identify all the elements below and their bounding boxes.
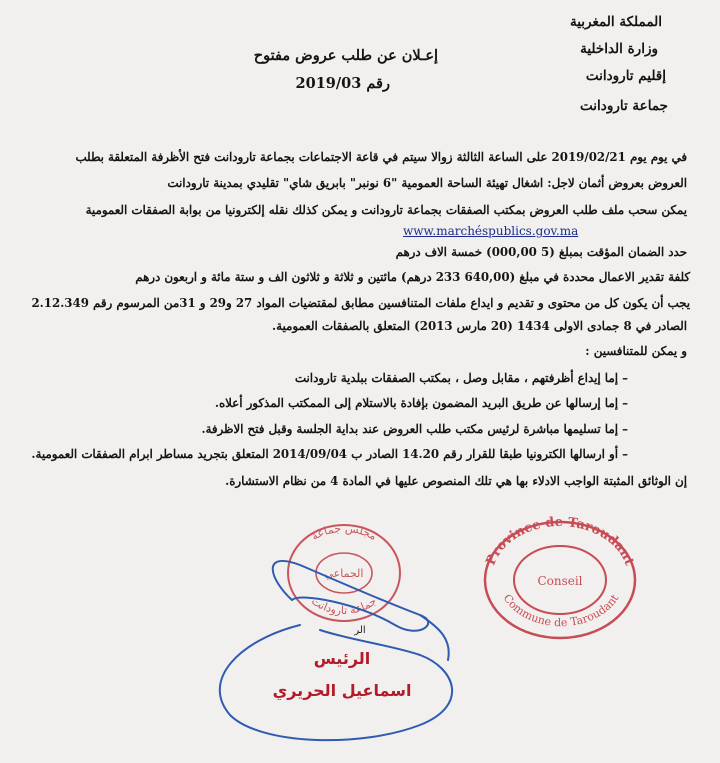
signature-tail: [420, 615, 449, 660]
paragraph-3-line-1: يجب أن يكون كل من محتوى و تقديم و ايداع ملفات المتنافسين مطابق لمقتضيات المواد 27 و29 و 31من المرسوم رقم 2.12.349: [31, 296, 690, 310]
right-stamp-top-text: Province de Taroudant: [483, 514, 637, 568]
left-stamp-top-text: مجلس جماعة: [309, 521, 379, 543]
paragraph-1-line-1: في يوم يوم 2019/02/21 على الساعة الثالثة زوالا سيتم في قاعة الاجتماعات بجماعة تارودانت فتح الأظرفة المتعلقة بطلب: [75, 150, 687, 164]
right-stamp-center-text: Conseil: [537, 574, 583, 588]
announcement-title: إعـلان عن طلب عروض مفتوح: [253, 47, 438, 64]
signature-small-mark: الر: [354, 625, 366, 636]
paragraph-2-line-1: يمكن سحب ملف طلب العروض بمكتب الصفقات بجماعة تارودانت و يمكن كذلك نقله إلكترونيا من بوابة الصفقات العمومية: [85, 203, 687, 217]
bullet-4: – أو ارسالها الكترونيا طبقا للقرار رقم 14.20 الصادر ب 2014/09/04 المتعلق بتجريد مساطر ابرام الصفقات العمومية.: [31, 447, 628, 461]
left-stamp-center-text: الجماعي: [324, 567, 364, 580]
paragraph-4: و يمكن للمتنافسين :: [585, 344, 687, 358]
procurement-portal-link[interactable]: www.marchéspublics.gov.ma: [403, 224, 579, 238]
left-stamp-bottom-text: جماعة تارودانت: [309, 594, 379, 618]
left-round-stamp: [288, 522, 400, 621]
header-ministry: وزارة الداخلية: [580, 41, 658, 57]
bullet-2: – إما إرسالها عن طريق البريد المضمون بإفادة بالاستلام إلى الممكتب المذكور أعلاه.: [214, 396, 628, 410]
bullet-3: – إما تسليمها مباشرة لرئيس مكتب طلب العروض عند بداية الجلسة وقبل فتح الاظرفة.: [201, 422, 628, 436]
header-commune: جماعة تارودانت: [580, 98, 668, 114]
announcement-number: رقم 2019/03: [295, 75, 390, 92]
paragraph-1-line-2: العروض بعروض أثمان لاجل: اشغال تهيئة الساحة العمومية "6 نونبر" بابريق شاي" تقليدي بمدينة تارودانت: [167, 176, 687, 190]
bullet-1: – إما إيداع أظرفتهم ، مقابل وصل ، بمكتب الصفقات ببلدية تارودانت: [294, 371, 628, 385]
signature-name: اسماعيل الحريري: [272, 681, 412, 700]
header-kingdom: المملكة المغربية: [569, 14, 662, 30]
header-province: إقليم تارودانت: [585, 68, 666, 84]
signature-role: الرئيس: [313, 649, 371, 668]
guarantee-line: حدد الضمان المؤقت بمبلغ (5 000,00) خمسة الاف درهم: [395, 245, 687, 259]
right-round-stamp: [483, 515, 636, 638]
estimate-line: كلفة تقدير الاعمال محددة في مبلغ (640,00 233 درهم) مائتين و ثلاثة و ثلاثون الف و ستة مائة و اربعون درهم: [135, 270, 690, 284]
paragraph-5: إن الوثائق المثبتة الواجب الادلاء بها هي تلك المنصوص عليها في المادة 4 من نظام الاستشارة.: [225, 474, 687, 488]
paragraph-3-line-2: الصادر في 8 جمادى الاولى 1434 (20 مارس 2013) المتعلق بالصفقات العمومية.: [272, 319, 687, 333]
right-stamp-bottom-text: Commune de Taroudant: [500, 591, 622, 630]
